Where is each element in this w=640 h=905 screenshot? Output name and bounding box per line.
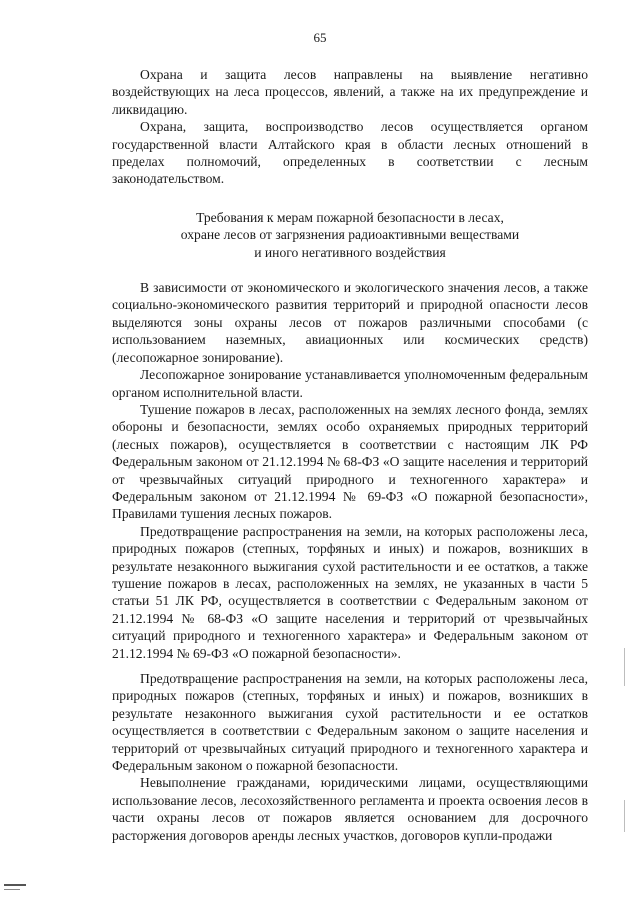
page-number: 65 <box>313 30 327 45</box>
scan-margin-mark <box>624 800 625 832</box>
section-heading-line: Требования к мерам пожарной безопасности в лесах, <box>196 209 504 225</box>
paragraph: Лесопожарное зонирование устанавливается уполномоченным федеральным органом исполнительной власти. <box>112 367 588 400</box>
paragraph: Невыполнение гражданами, юридическими лицами, осуществляющими использование лесов, лесохозяйственного регламента и проекта освоения лесов в части охраны лесов от пожаров является основанием для досрочного расторжения договоров аренды лесных участков, договоров купли-продажи <box>112 775 588 843</box>
document-body <box>112 66 588 844</box>
paragraph: Охрана, защита, воспроизводство лесов осуществляется органом государственной власти Алтайского края в области лесных отношений в пределах полномочий, определенных в соответствии с лесным законодательством. <box>112 119 588 187</box>
paragraph: Предотвращение распространения на земли, на которых расположены леса, природных пожаров (степных, торфяных и иных) и пожаров, возникших в результате незаконного выжигания сухой растительности и ее остатков, а также тушение пожаров в лесах, расположенных на землях, не указанных в части 5 статьи 51 ЛК РФ, осуществляется в соответствии с Федеральным законом от 21.12.1994 № 68-ФЗ «О защите населения и территорий от чрезвычайных ситуаций природного и техногенного характера» и Федеральным законом от 21.12.1994 № 69-ФЗ «О пожарной безопасности». <box>112 523 588 661</box>
section-heading <box>112 209 588 261</box>
paragraph: Охрана и защита лесов направлены на выявление негативно воздействующих на леса процессов, явлений, а также на их предупреждение и ликвидацию. <box>112 67 588 117</box>
section-heading-line: охране лесов от загрязнения радиоактивными веществами <box>180 227 520 243</box>
paragraph: В зависимости от экономического и экологического значения лесов, а также социально-экономического развития территорий и природной опасности лесов выделяются зоны охраны лесов от пожаров различными способами (с использованием наземных, авиационных или космических средств) (лесопожарное зонирование). <box>112 280 588 365</box>
scan-footer-mark <box>4 889 20 890</box>
paragraph: Предотвращение распространения на земли, на которых расположены леса, природных пожаров (степных, торфяных и иных) и пожаров, возникших в результате незаконного выжигания сухой растительности и ее остатков осуществляется в соответствии с Федеральным законом о защите населения и территорий от чрезвычайных ситуаций природного и техногенного характера и Федеральным законом о пожарной безопасности. <box>112 671 588 774</box>
scan-margin-mark <box>624 648 625 686</box>
paragraph: Тушение пожаров в лесах, расположенных на землях лесного фонда, землях обороны и безопасности, землях особо охраняемых природных территорий (лесных пожаров), осуществляется в соответствии с настоящим ЛК РФ Федеральным законом от 21.12.1994 № 68-ФЗ «О защите населения и территорий от чрезвычайных ситуаций природного и техногенного характера» и Федеральным законом от 21.12.1994 № 69-ФЗ «О пожарной безопасности», Правилами тушения лесных пожаров. <box>112 401 588 522</box>
scan-footer-mark <box>4 884 26 886</box>
section-heading-line: и иного негативного воздействия <box>254 244 446 260</box>
